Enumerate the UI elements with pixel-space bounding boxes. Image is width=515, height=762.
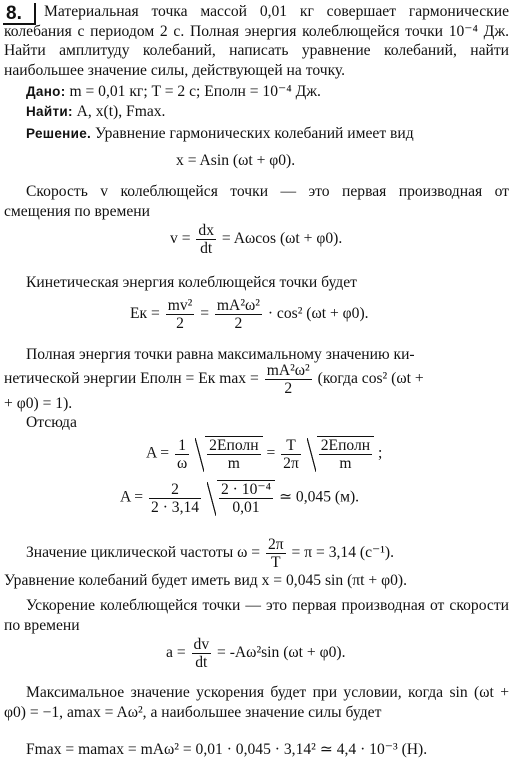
amp1-rad-den-2: m — [319, 454, 372, 472]
total-energy-fraction — [265, 362, 312, 397]
total-energy-num: mA²ω² — [266, 362, 310, 379]
amp1-den: ω — [177, 454, 188, 472]
cyclic-num: 2π — [267, 536, 284, 553]
amp1-rad-num-2: 2Eполн — [320, 437, 371, 454]
cyclic-fraction — [266, 536, 286, 571]
max-acceleration-paragraph: Максимальное значение ускорения будет при условии, когда sin (ωt + φ0) = −1, amax = Aω², а наибольшее значение силы будет — [4, 684, 509, 721]
accel-den: dt — [192, 653, 212, 671]
find-label: Найти: — [26, 104, 73, 119]
equation-amplitude-1 — [146, 436, 382, 472]
motion-equation-line: Уравнение колебаний будет иметь вид x = 0,045 sin (πt + φ0). — [4, 572, 407, 589]
equation-velocity — [170, 222, 342, 257]
kinetic-den2: 2 — [215, 314, 262, 332]
cyclic-den: T — [266, 553, 286, 571]
cyclic-frequency-line — [26, 536, 394, 571]
amp2-num: 2 — [171, 480, 179, 498]
total-energy-line-3: + φ0) = 1). — [4, 395, 73, 412]
amp1-sqrt-2 — [307, 436, 374, 472]
kinetic-num2: mA²ω² — [216, 297, 260, 314]
cyclic-text: Значение циклической частоты ω = — [26, 544, 261, 562]
total-energy-text-b: (когда cos² (ωt + — [317, 370, 424, 388]
equation-harmonic: x = Asin (ωt + φ0). — [176, 152, 296, 169]
velocity-den: dt — [196, 239, 216, 257]
acceleration-paragraph: Ускорение колеблющейся точки — это первая производная от скорости по времени — [4, 597, 509, 634]
amp1-lhs: A = — [146, 444, 170, 462]
total-energy-line-2 — [4, 362, 509, 397]
kinetic-fraction-1 — [166, 297, 195, 332]
given-block — [26, 82, 515, 101]
solution-intro-text: Уравнение гармонических колебаний имеет вид — [94, 125, 414, 142]
amp1-rad-den: m — [207, 454, 260, 472]
equation-force: Fmax = mamax = mAω² = 0,01 · 0,045 · 3,14² ≃ 4,4 · 10⁻³ (Н). — [26, 741, 428, 758]
amp2-fraction — [149, 481, 201, 516]
amp2-rad-den: 0,01 — [219, 498, 273, 516]
amp2-lhs: A = — [120, 488, 144, 506]
amp1-sqrt — [195, 436, 262, 472]
accel-rhs: = -Aω²sin (ωt + φ0). — [217, 644, 346, 662]
kinetic-fraction-2 — [215, 297, 262, 332]
velocity-num: dx — [198, 222, 214, 239]
given-label: Дано: — [26, 84, 66, 99]
kinetic-num1: mv² — [167, 297, 193, 314]
amp2-rad-num: 2 · 10⁻⁴ — [220, 481, 272, 498]
amp1-eq: = — [266, 444, 276, 462]
amp1-fraction — [175, 437, 189, 472]
find-block — [26, 103, 515, 121]
velocity-fraction — [196, 222, 216, 257]
solution-label: Решение. — [26, 126, 92, 141]
amp2-sqrt — [207, 480, 275, 516]
amp1-den2: 2π — [283, 454, 299, 472]
accel-num: dv — [193, 636, 210, 653]
velocity-paragraph: Скорость v колеблющейся точки — это первая производная от смещения по времени — [4, 183, 509, 220]
equation-amplitude-2 — [120, 480, 359, 516]
kinetic-lhs: Eк = — [130, 305, 160, 323]
equation-kinetic: Eк = $\frac{\text{mv²}}{2}$ = $\frac{\text{mA²ω²}}{2}$ · cos² (ωt + φ0). — [130, 297, 369, 332]
total-energy-line-1: Полная энергия точки равна максимальному значению ки- — [26, 346, 415, 363]
find-text: A, x(t), Fmax. — [76, 103, 166, 120]
amp1-num: 1 — [178, 436, 187, 454]
problem-number: 8. — [3, 3, 36, 25]
problem-statement: Материальная точка массой 0,01 кг совершает гармонические колебания с периодом 2 с. Полная энергия колеблющейся точки 10⁻⁴ Дж. Найти амплитуду колебаний, написать уравнение колебаний, найти наибольшее значение силы, действующей на точку. — [4, 3, 509, 79]
cyclic-rhs: = π = 3,14 (с⁻¹). — [291, 544, 395, 562]
total-energy-den: 2 — [265, 379, 312, 397]
kinetic-den1: 2 — [166, 314, 195, 332]
solution-intro — [26, 125, 515, 143]
velocity-rhs: = Aωcos (ωt + φ0). — [221, 230, 343, 248]
amp2-den: 2 · 3,14 — [151, 498, 200, 516]
amp1-rad-num: 2Eполн — [209, 437, 259, 454]
equation-acceleration — [166, 636, 345, 671]
velocity-lhs: v = — [170, 230, 191, 248]
given-text: m = 0,01 кг; T = 2 с; Eполн = 10⁻⁴ Дж. — [69, 83, 321, 100]
amp1-num2: T — [286, 436, 296, 454]
amp1-end: ; — [378, 444, 383, 462]
hence-label: Отсюда — [26, 414, 77, 431]
total-energy-text-a: нетической энергии Eполн = Eк max = — [4, 370, 259, 388]
accel-lhs: a = — [166, 644, 186, 662]
kinetic-rhs: · cos² (ωt + φ0). — [267, 305, 369, 323]
kinetic-paragraph: Кинетическая энергия колеблющейся точки будет — [26, 274, 357, 291]
accel-fraction — [192, 636, 212, 671]
amp2-rhs: ≃ 0,045 (м). — [278, 488, 360, 506]
amp1-fraction-2 — [281, 437, 301, 472]
